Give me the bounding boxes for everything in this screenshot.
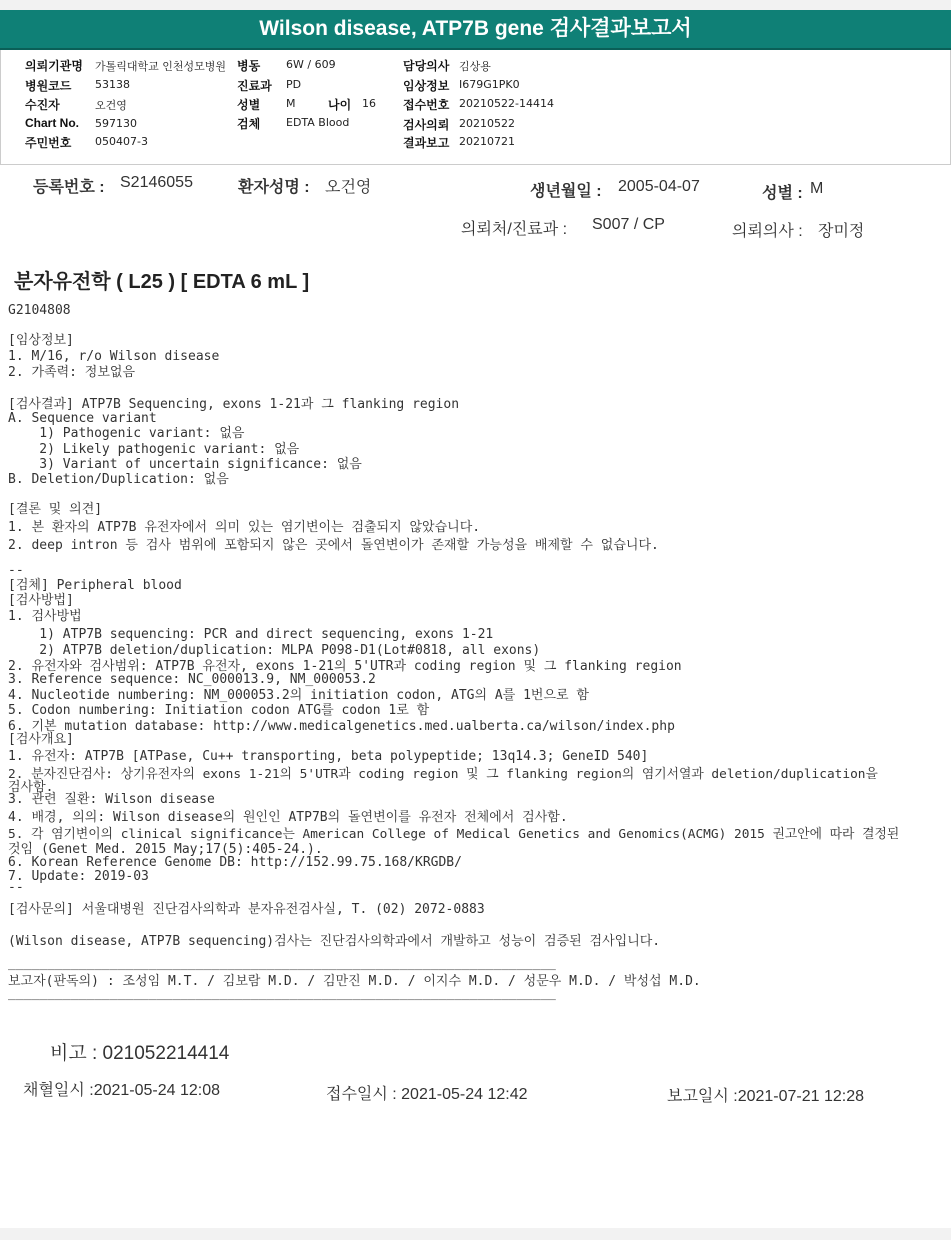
report-date-value: 20210721 [459,135,515,148]
request-date-value: 20210522 [459,117,515,130]
chart-no-label: Chart No. [25,116,79,130]
remark: 비고 : 021052214414 [50,1043,230,1064]
report-datetime: 보고일시 :2021-07-21 12:28 [667,1088,865,1105]
report-line: 2. 유전자와 검사범위: ATP7B 유전자, exons 1-21의 5'UTR과 coding region 및 그 flanking region [8,659,682,674]
report-line: 2) Likely pathogenic variant: 없음 [8,442,300,457]
dept-value: PD [286,78,302,91]
report-line: 1. 유전자: ATP7B [ATPase, Cu++ transporting, beta polypeptide; 13q14.3; GeneID 540] [8,749,649,764]
separator-line: ______________________________________________________________________ [8,956,556,971]
registration-value: S2146055 [120,174,193,191]
hospital-value: 가톨릭대학교 인천성모병원 [95,60,227,73]
report-line: [검체] Peripheral blood [8,578,182,593]
report-line: 3) Variant of uncertain significance: 없음 [8,457,362,472]
report-line: [검사결과] ATP7B Sequencing, exons 1-21과 그 flanking region [8,397,460,412]
report-line: [임상정보] [8,333,74,348]
age-label: 나이 [328,98,352,112]
reporters-line: 보고자(판독의) : 조성임 M.T. / 김보람 M.D. / 김만진 M.D. / 이지수 M.D. / 성문우 M.D. / 박성섭 M.D. [8,974,701,989]
dept-header-label: 의뢰처/진료과 : [461,221,568,238]
report-line: 2) ATP7B deletion/duplication: MLPA P098-D1(Lot#0818, all exons) [8,643,541,658]
requesting-doctor-label: 의뢰의사 : [732,223,803,240]
report-line: (Wilson disease, ATP7B sequencing)검사는 진단검사의학과에서 개발하고 성능이 검증된 검사입니다. [8,934,661,949]
report-line: -- [8,563,24,578]
report-line: [검사방법] [8,593,74,608]
report-line: [검사문의] 서울대병원 진단검사의학과 분자유전검사실, T. (02) 2072-0883 [8,902,485,917]
dept-label: 진료과 [237,79,272,93]
separator-line: ______________________________________________________________________ [8,986,556,1001]
report-line: B. Deletion/Duplication: 없음 [8,472,229,487]
report-line: G2104808 [8,303,71,318]
collection-datetime: 채혈일시 :2021-05-24 12:08 [23,1082,221,1099]
report-line: 1. M/16, r/o Wilson disease [8,349,220,364]
ward-label: 병동 [237,59,261,73]
report-line: 1) Pathogenic variant: 없음 [8,426,245,441]
report-line: 1. 본 환자의 ATP7B 유전자에서 의미 있는 염기변이는 검출되지 않았습니다. [8,520,481,535]
receipt-datetime: 접수일시 : 2021-05-24 12:42 [326,1086,528,1103]
hospital-label: 의뢰기관명 [25,59,83,73]
bottom-strip [0,1228,951,1240]
doctor-label: 담당의사 [403,59,450,73]
rrn-value: 050407-3 [95,135,148,148]
patient-name-label: 환자성명 : [238,179,310,196]
patient-label: 수진자 [25,98,60,112]
report-date-label: 결과보고 [403,136,450,150]
report-line: 5. Codon numbering: Initiation codon ATG를 codon 1로 함 [8,703,430,718]
report-line: 1. 검사방법 [8,609,82,624]
sex-header-value: M [810,180,824,197]
age-value: 16 [362,97,376,110]
receipt-number-label: 접수번호 [403,98,450,112]
receipt-number-value: 20210522-14414 [459,97,554,110]
clinical-info-label: 임상정보 [403,79,450,93]
report-line: 2. 가족력: 정보없음 [8,365,136,380]
requesting-doctor-value: 장미정 [818,223,865,240]
report-line: 3. Reference sequence: NC_000013.9, NM_000053.2 [8,672,376,687]
request-info-box [0,50,951,165]
section-title: 분자유전학 ( L25 ) [ EDTA 6 mL ] [14,271,310,293]
report-line: [검사개요] [8,732,74,747]
hospital-code-value: 53138 [95,78,130,91]
report-line: 1) ATP7B sequencing: PCR and direct sequencing, exons 1-21 [8,627,494,642]
chart-no-value: 597130 [95,117,137,130]
report-line: 7. Update: 2019-03 [8,869,149,884]
sex-label: 성별 [237,98,261,112]
patient-name-value: 오건영 [325,179,372,196]
request-date-label: 검사의뢰 [403,118,450,132]
report-line: 2. 분자진단검사: 상기유전자의 exons 1-21의 5'UTR과 coding region 및 그 flanking region의 염기서열과 deletion/duplication을 [8,767,878,782]
rrn-label: 주민번호 [25,136,72,150]
report-line: [결론 및 의견] [8,502,103,517]
report-line: -- [8,880,24,895]
report-line: 3. 관련 질환: Wilson disease [8,792,215,807]
report-line: 4. Nucleotide numbering: NM_000053.2의 initiation codon, ATG의 A를 1번으로 함 [8,688,589,703]
report-line: 6. 기본 mutation database: http://www.medicalgenetics.med.ualberta.ca/wilson/index.php [8,719,675,734]
ward-value: 6W / 609 [286,58,336,71]
registration-label: 등록번호 : [33,179,105,196]
dept-header-value: S007 / CP [592,216,665,233]
sex-header-label: 성별 : [762,185,803,202]
specimen-value: EDTA Blood [286,116,350,129]
report-line: 5. 각 염기변이의 clinical significance는 American College of Medical Genetics and Genomics(ACMG) 2015 권고안에 따라 결정된 [8,827,900,842]
top-strip [0,0,951,10]
birthdate-label: 생년월일 : [530,183,602,200]
hospital-code-label: 병원코드 [25,79,72,93]
birthdate-value: 2005-04-07 [618,178,700,195]
report-line: 것임 (Genet Med. 2015 May;17(5):405-24.). [8,842,323,857]
specimen-label: 검체 [237,117,261,131]
report-line: 2. deep intron 등 검사 범위에 포함되지 않은 곳에서 돌연변이가 존재할 가능성을 배제할 수 없습니다. [8,538,659,553]
report-line: 4. 배경, 의의: Wilson disease의 원인인 ATP7B의 돌연변이를 유전자 전체에서 검사함. [8,810,568,825]
report-line: 6. Korean Reference Genome DB: http://152.99.75.168/KRGDB/ [8,855,462,870]
report-line: 검사함. [8,780,54,795]
patient-value: 오건영 [95,99,127,112]
sex-value: M [286,97,296,110]
doctor-value: 김상용 [459,60,491,73]
report-title: Wilson disease, ATP7B gene 검사결과보고서 [0,10,951,50]
clinical-info-value: I679G1PK0 [459,78,520,91]
report-line: A. Sequence variant [8,411,157,426]
